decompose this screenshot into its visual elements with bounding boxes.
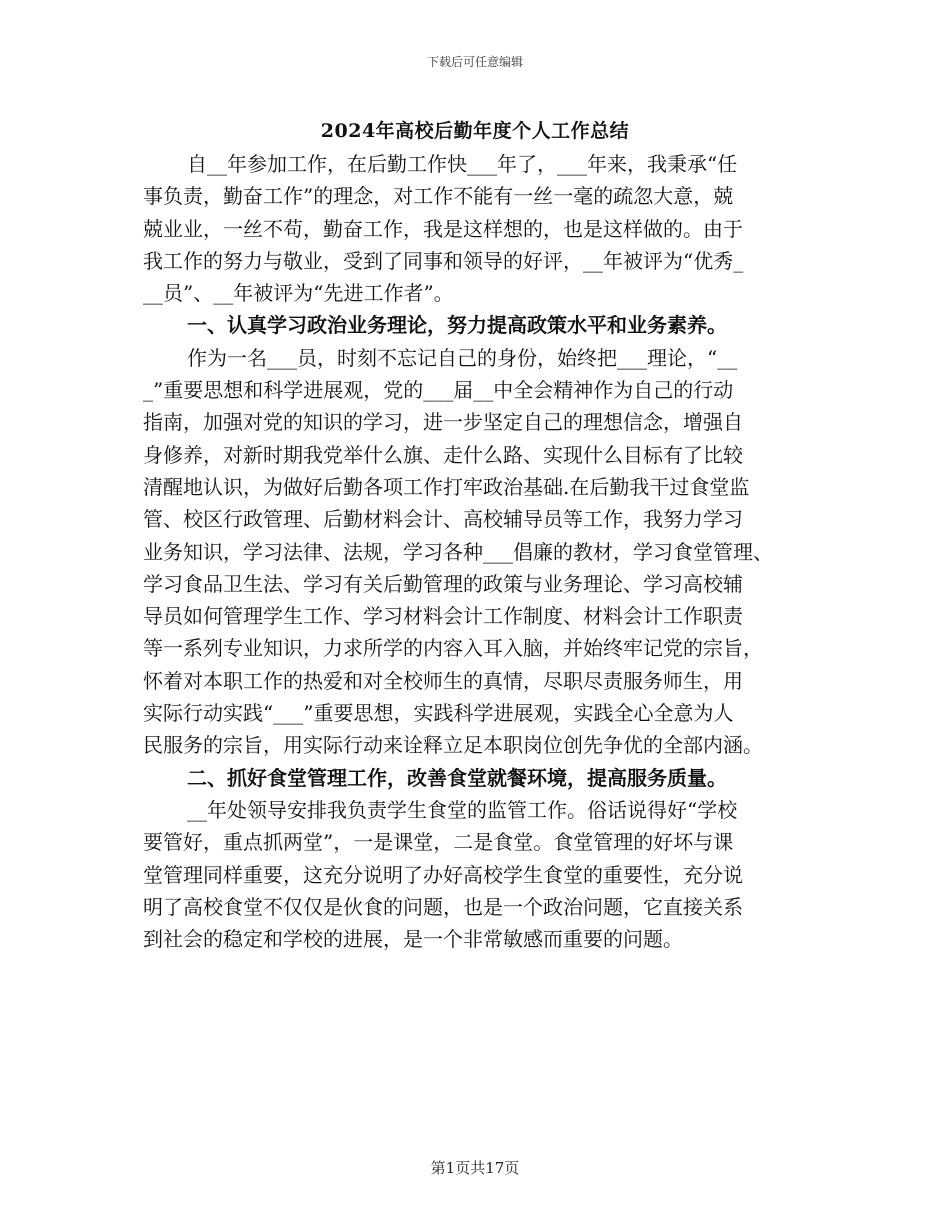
- paragraph-line: 学习食品卫生法、学习有关后勤管理的政策与业务理论、学习高校辅: [143, 571, 743, 596]
- paragraph-line: 导员如何管理学生工作、学习材料会计工作制度、材料会计工作职责: [143, 604, 743, 629]
- header-note: 下载后可任意编辑: [426, 55, 523, 69]
- paragraph-line: 要管好，重点抓两堂”，一是课堂，二是食堂。食堂管理的好坏与课: [143, 830, 734, 855]
- paragraph-line: __员”、__年被评为“先进工作者”。: [143, 281, 454, 306]
- paragraph-line: 怀着对本职工作的热爱和对全校师生的真情，尽职尽责服务师生，用: [143, 668, 743, 693]
- paragraph-line: 堂管理同样重要，这充分说明了办好高校学生食堂的重要性，充分说: [143, 862, 743, 887]
- paragraph-line: 自__年参加工作，在后勤工作快___年了，___年来，我秉承“任: [187, 152, 738, 176]
- paragraph-line: 实际行动实践“___”重要思想，实践科学进展观，实践全心全意为人: [143, 701, 734, 726]
- paragraph-line: 我工作的努力与敬业，受到了同事和领导的好评，__年被评为“优秀_: [143, 248, 744, 273]
- paragraph-line: 事负责，勤奋工作”的理念，对工作不能有一丝一毫的疏忽大意，兢: [143, 184, 734, 209]
- paragraph-line: 身修养，对新时期我党举什么旗、走什么路、实现什么目标有了比较: [143, 442, 743, 467]
- page-number: 第1页共17页: [430, 1159, 520, 1177]
- paragraph-line: __年处领导安排我负责学生食堂的监管工作。俗话说得好“学校: [187, 797, 738, 822]
- paragraph-line: 清醒地认识，为做好后勤各项工作打牢政治基础.在后勤我干过食堂监: [143, 474, 750, 499]
- section-heading-2: 二、抓好食堂管理工作，改善食堂就餐环境，提高服务质量。: [187, 765, 727, 790]
- paragraph-line: 指南，加强对党的知识的学习，进一步坚定自己的理想信念，增强自: [143, 410, 743, 435]
- paragraph-line: 作为一名___员，时刻不忘记自己的身份，始终把___理论，“__: [187, 345, 738, 370]
- paragraph-line: 民服务的宗旨，用实际行动来诠释立足本职岗位创先争优的全部内涵。: [143, 733, 763, 758]
- paragraph-line: 到社会的稳定和学校的进展，是一个非常敏感而重要的问题。: [143, 927, 683, 952]
- section-heading-1: 一、认真学习政治业务理论，努力提高政策水平和业务素养。: [187, 313, 727, 338]
- paragraph-line: 明了高校食堂不仅仅是伙食的问题，也是一个政治问题，它直接关系: [143, 894, 743, 919]
- paragraph-line: 等一系列专业知识，力求所学的内容入耳入脑，并始终牢记党的宗旨，: [143, 636, 763, 661]
- paragraph-line: _”重要思想和科学进展观，党的___届__中全会精神作为自己的行动: [143, 378, 734, 403]
- paragraph-line: 管、校区行政管理、后勤材料会计、高校辅导员等工作，我努力学习: [143, 507, 743, 532]
- document-title: 2024年高校后勤年度个人工作总结: [320, 120, 630, 142]
- document-body: [143, 148, 819, 955]
- paragraph-line: 业务知识，学习法律、法规，学习各种___倡廉的教材，学习食堂管理、: [143, 539, 773, 564]
- paragraph-line: 兢业业，一丝不苟，勤奋工作，我是这样想的，也是这样做的。由于: [143, 216, 743, 241]
